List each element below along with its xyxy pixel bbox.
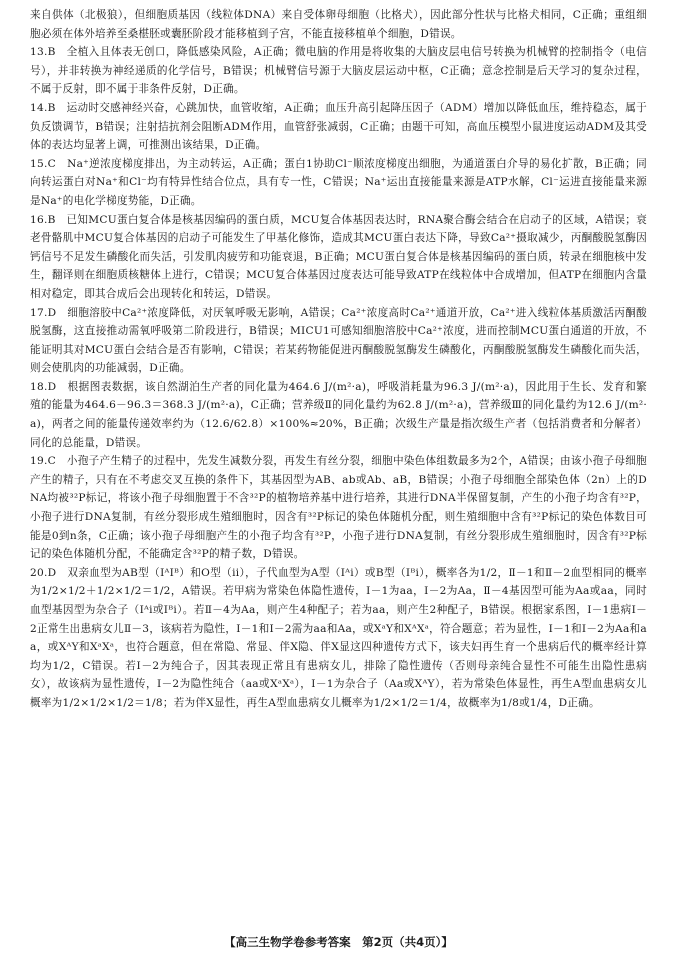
answer-20: 20.D 双亲血型为AB型（IᴬIᴮ）和O型（ii），子代血型为A型（Iᴬi）或B型（Iᴮi），概率各为1/2，Ⅱ－1和Ⅱ－2血型相同的概率为1/2×1/2＋1/2×1/2＝1/2，A错误。若甲病为常染色体隐性遗传，Ⅰ－1为aa，Ⅰ－2为Aa，Ⅱ－4基因型可能为Aa或aa，同时血型基因型为杂合子（Iᴬi或Iᴮi）。若Ⅱ－4为Aa，则产生4种配子；若为aa，则产生2种配子，B错误。根据家系图，Ⅰ－1患病Ⅰ－2正常生出患病女儿Ⅱ－3，该病若为隐性，Ⅰ－1和Ⅰ－2需为aa和Aa，或XᵃY和XᴬXᵃ，符合题意；若为显性，Ⅰ－1和Ⅰ－2为Aa和aa，或XᴬY和XᵃXᵃ，也符合题意，但在常隐、常显、伴X隐、伴X显这四种遗传方式下，该夫妇再生育一个患病后代的概率经计算均为1/2，C错误。若Ⅰ－2为纯合子，因其表现正常且有患病女儿，排除了隐性遗传（否则母亲纯合显性不可能生出隐性患病女），故该病为显性遗传，Ⅰ－2为隐性纯合（aa或XᵃXᵃ），Ⅰ－1为杂合子（Aa或XᴬY），若为常染色体显性，再生A型血患病女儿概率为1/2×1/2×1/2＝1/8；若为伴X显性，再生A型血患病女儿概率为1/2×1/2＝1/4，故概率为1/8或1/4，D正确。: [30, 566, 647, 709]
page-footer: 【高三生物学卷参考答案 第2页（共4页）】: [224, 935, 453, 949]
answer-17: 17.D 细胞溶胶中Ca²⁺浓度降低，对厌氧呼吸无影响，A错误；Ca²⁺浓度高时Ca²⁺通道开放，Ca²⁺进入线粒体基质激活丙酮酸脱氢酶，这直接推动需氧呼吸第二阶段进行，B错误；MICU1可感知细胞溶胶中Ca²⁺浓度，进而控制MCU蛋白通道的开放，不能证明其对MCU蛋白会结合是否有影响，C错误；若某药物能促进丙酮酸脱氢酶发生磷酸化，丙酮酸脱氢酶发生磷酸化而失活，则会使肌肉的功能减弱，D正确。: [30, 306, 647, 375]
answer-13: 13.B 全植入且体表无创口，降低感染风险，A正确；微电脑的作用是将收集的大脑皮层电信号转换为机械臂的控制指令（电信号），并非转换为神经递质的化学信号，B错误；机械臂信号源于大脑皮层运动中枢，C正确；意念控制是后天学习的复杂过程，不属于反射，即不属于非条件反射，D正确。: [30, 46, 647, 96]
answer-15: 15.C Na⁺逆浓度梯度排出，为主动转运，A正确；蛋白1协助Cl⁻顺浓度梯度出细胞，为通道蛋白介导的易化扩散，B正确；同向转运蛋白对Na⁺和Cl⁻均有特异性结合位点，具有专一性，C错误；Na⁺运出直接能量来源是ATP水解，Cl⁻运进直接能量来源是Na⁺的电化学梯度势能，D正确。: [30, 157, 647, 207]
answer-14: 14.B 运动时交感神经兴奋，心跳加快，血管收缩，A正确；血压升高引起降压因子（ADM）增加以降低血压，维持稳态，属于负反馈调节，B错误；注射拮抗剂会阻断ADM作用，血管舒张减弱，C正确；由题干可知，高血压模型小鼠进度运动ADM及其受体的表达均显著上调，可推测出该结果，D正确。: [30, 101, 647, 152]
answer-16: 16.B 已知MCU蛋白复合体是核基因编码的蛋白质，MCU复合体基因表达时，RNA聚合酶会结合在启动子的区域，A错误；衰老骨骼肌中MCU复合体基因的启动子可能发生了甲基化修饰，造成其MCU蛋白表达下降，导致Ca²⁺摄取减少，丙酮酸脱氢酶因钙信号不足发生磷酸化而失活，引发肌肉疲劳和功能衰退，B正确；MCU蛋白复合体是核基因编码的蛋白质，转录在细胞核中发生，翻译则在细胞质核糖体上进行，C错误；MCU复合体基因过度表达可能导致ATP在线粒体中合成增加，但ATP在细胞内含量相对稳定，即其合成后会出现转化和转运，D错误。: [30, 213, 647, 300]
paragraph-12-continuation: 来自供体（北极狼），但细胞质基因（线粒体DNA）来自受体卵母细胞（比格犬），因此部分性状与比格犬相同，C正确；重组细胞必须在体外培养至桑椹胚或囊胚阶段才能移植到子宫，不能直接移植单个细胞，D错误。: [30, 9, 647, 40]
answer-18: 18.D 根据图表数据，该自然湖泊生产者的同化量为464.6 J/(m²·a)，呼吸消耗量为96.3 J/(m²·a)，因此用于生长、发育和繁殖的能量为464.6－96.3＝368.3 J/(m²·a)，C正确；营养级Ⅱ的同化量约为62.8 J/(m²·a)，营养级Ⅲ的同化量约为12.6 J/(m²·a)，两者之间的能量传递效率约为（12.6/62.8）×100%≈20%，B正确；次级生产量是指次级生产者（包括消费者和分解者）同化的总能量，D错误。: [30, 380, 647, 449]
answer-19: 19.C 小孢子产生精子的过程中，先发生减数分裂，再发生有丝分裂，细胞中染色体组数最多为2个，A错误；由该小孢子母细胞产生的精子，只有在不考虑交叉互换的条件下，其基因型为AB、ab或Ab、aB，B错误；小孢子母细胞全部染色体（2n）上的DNA均被³²P标记，将该小孢子母细胞置于不含³²P的植物培养基中进行培养，其进行DNA半保留复制，产生的小孢子均含有³²P，小孢子进行DNA复制，有丝分裂形成生殖细胞时，因含有³²P标记的染色体随机分配，则生殖细胞中含有³²P标记的染色体数目可能是0到n条，C正确；该小孢子母细胞产生的小孢子均含有³²P，小孢子进行DNA复制，有丝分裂形成生殖细胞时，因含有³²P标记的染色体随机分配，不能确定含³²P的精子数，D错误。: [30, 455, 647, 561]
